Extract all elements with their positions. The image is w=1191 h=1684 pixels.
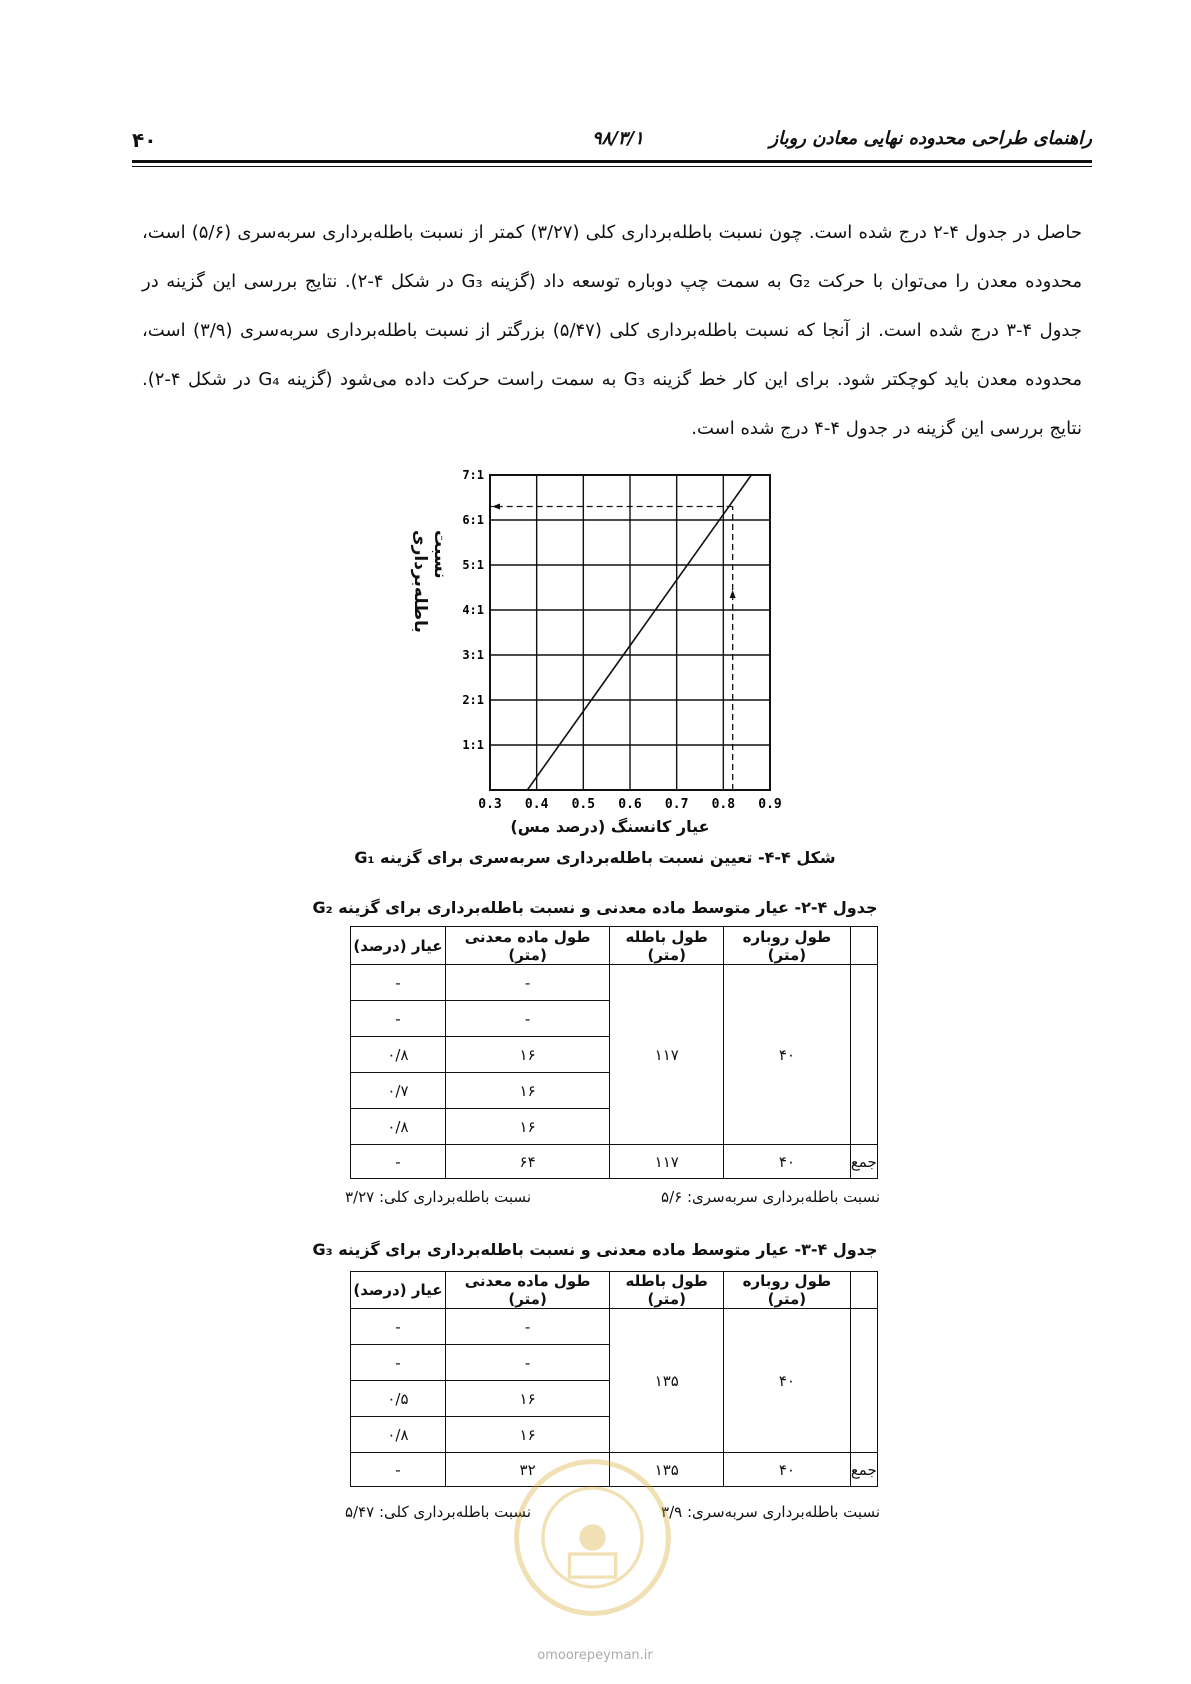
header-date: ۹۸/۳/۱ xyxy=(592,128,644,149)
table1-breakeven-ratio: نسبت باطله‌برداری سربه‌سری: ۵/۶ xyxy=(661,1188,880,1206)
y-tick-label: 1:1 xyxy=(462,738,484,752)
table1-caption: جدول ۴-۲- عیار متوسط ماده معدنی و نسبت باطله‌برداری برای گزینه G₂ xyxy=(312,898,878,917)
table1-ore-cell: - xyxy=(445,1001,609,1037)
page-header xyxy=(132,128,1092,158)
stamp-logo-icon xyxy=(510,1455,675,1620)
table2-overall-ratio: نسبت باطله‌برداری کلی: ۵/۴۷ xyxy=(345,1503,531,1521)
y-tick-label: 4:1 xyxy=(462,603,484,617)
table1-ore-cell: - xyxy=(445,965,609,1001)
table1-ratios xyxy=(345,1188,880,1212)
table2-waste: ۱۳۵ xyxy=(610,1309,724,1453)
table1-grade-cell: ۰/۸ xyxy=(351,1109,446,1145)
x-tick-label: 0.9 xyxy=(758,797,782,812)
table2-empty-cell xyxy=(850,1309,877,1453)
x-axis-label: عیار کانسنگ (درصد مس) xyxy=(510,817,710,836)
table1-header-grade: عیار (درصد) xyxy=(351,927,446,965)
table1-empty-cell xyxy=(850,965,877,1145)
y-tick-label: 2:1 xyxy=(462,693,484,707)
table1 xyxy=(350,926,878,1179)
body-paragraph: حاصل در جدول ۴-۲ درج شده است. چون نسبت باطله‌برداری کلی (۳/۲۷) کمتر از نسبت باطله‌برداری سربه‌سری (۵/۶) است، محدوده معدن را می‌توان با حرکت G₂ به سمت چپ دوباره توسعه داد (گزینه G₃ در شکل ۴-۲). نتایج بررسی این گزینه در جدول ۴-۳ درج شده است. از آنجا که نسبت باطله‌برداری کلی (۵/۴۷) بزرگتر از نسبت باطله‌برداری سربه‌سری (۳/۹) است، محدوده معدن باید کوچکتر شود. برای این کار خط گزینه G₃ به سمت راست حرکت داده می‌شود (گزینه G₄ در شکل ۴-۲). نتایج بررسی این گزینه در جدول ۴-۴ درج شده است. xyxy=(142,222,1083,439)
table1-grade-cell: - xyxy=(351,1001,446,1037)
table2-header-empty xyxy=(850,1272,877,1309)
header-title: راهنمای طراحی محدوده نهایی معادن روباز xyxy=(769,128,1092,149)
table2-caption: جدول ۴-۳- عیار متوسط ماده معدنی و نسبت باطله‌برداری برای گزینه G₃ xyxy=(312,1240,878,1259)
stripping-ratio-chart xyxy=(420,465,790,815)
table2-ore-cell: ۱۶ xyxy=(445,1381,609,1417)
x-tick-label: 0.4 xyxy=(524,797,549,812)
table1-ore-cell: ۱۶ xyxy=(445,1073,609,1109)
table2-grade-cell: - xyxy=(351,1345,446,1381)
x-tick-label: 0.8 xyxy=(711,797,736,812)
table1-header-ore: طول ماده معدنی (متر) xyxy=(445,927,609,965)
ratio-line xyxy=(527,475,751,790)
table2-grade-cell: ۰/۸ xyxy=(351,1417,446,1453)
y-tick-label: 5:1 xyxy=(462,558,484,572)
table2-ore-cell: - xyxy=(445,1345,609,1381)
table1-grade-cell: ۰/۸ xyxy=(351,1037,446,1073)
table1-overburden: ۴۰ xyxy=(724,965,850,1145)
table2-overburden: ۴۰ xyxy=(724,1309,850,1453)
table1-grade-cell: ۰/۷ xyxy=(351,1073,446,1109)
table1-total-overburden: ۴۰ xyxy=(724,1145,850,1179)
table2-header-grade: عیار (درصد) xyxy=(351,1272,446,1309)
table2-breakeven-ratio: نسبت باطله‌برداری سربه‌سری: ۳/۹ xyxy=(661,1503,880,1521)
table2-total-label: جمع xyxy=(850,1453,877,1487)
table1-total-ore: ۶۴ xyxy=(445,1145,609,1179)
header-rule xyxy=(132,160,1092,163)
table2-ore-cell: - xyxy=(445,1309,609,1345)
y-tick-label: 7:1 xyxy=(462,468,484,482)
table1-header-overburden: طول روباره (متر) xyxy=(724,927,850,965)
arrow-up-icon xyxy=(730,590,736,598)
table2-total-grade: - xyxy=(351,1453,446,1487)
x-tick-label: 0.5 xyxy=(571,797,596,812)
y-axis-label: نسبت باطله‌برداری xyxy=(410,530,450,633)
table2-grade-cell: - xyxy=(351,1309,446,1345)
table1-waste: ۱۱۷ xyxy=(610,965,724,1145)
x-tick-label: 0.7 xyxy=(664,797,689,812)
table1-total-label: جمع xyxy=(850,1145,877,1179)
figure-caption: شکل ۴-۴- تعیین نسبت باطله‌برداری سربه‌سری برای گزینه G₁ xyxy=(354,848,836,867)
table2-header-waste: طول باطله (متر) xyxy=(610,1272,724,1309)
y-tick-label: 3:1 xyxy=(462,648,484,662)
table1-total-waste: ۱۱۷ xyxy=(610,1145,724,1179)
arrow-left-icon xyxy=(492,504,500,510)
watermark-url: omoorepeyman.ir xyxy=(537,1648,653,1663)
x-tick-label: 0.6 xyxy=(618,797,642,812)
table1-overall-ratio: نسبت باطله‌برداری کلی: ۳/۲۷ xyxy=(345,1188,531,1206)
table1-ore-cell: ۱۶ xyxy=(445,1109,609,1145)
table2-grade-cell: ۰/۵ xyxy=(351,1381,446,1417)
table1-total-grade: - xyxy=(351,1145,446,1179)
table2-total-ore: ۳۲ xyxy=(445,1453,609,1487)
table2-header-overburden: طول روباره (متر) xyxy=(724,1272,850,1309)
chart-svg xyxy=(420,465,790,815)
table1-ore-cell: ۱۶ xyxy=(445,1037,609,1073)
y-tick-label: 6:1 xyxy=(462,513,484,527)
page-number: ۴۰ xyxy=(132,128,157,152)
table1-header-waste: طول باطله (متر) xyxy=(610,927,724,965)
header-rule-thin xyxy=(132,166,1092,167)
table2-header-ore: طول ماده معدنی (متر) xyxy=(445,1272,609,1309)
table1-grade-cell: - xyxy=(351,965,446,1001)
x-tick-label: 0.3 xyxy=(478,797,502,812)
table1-header-empty xyxy=(850,927,877,965)
table2-ore-cell: ۱۶ xyxy=(445,1417,609,1453)
table2-total-overburden: ۴۰ xyxy=(724,1453,850,1487)
table2-total-waste: ۱۳۵ xyxy=(610,1453,724,1487)
